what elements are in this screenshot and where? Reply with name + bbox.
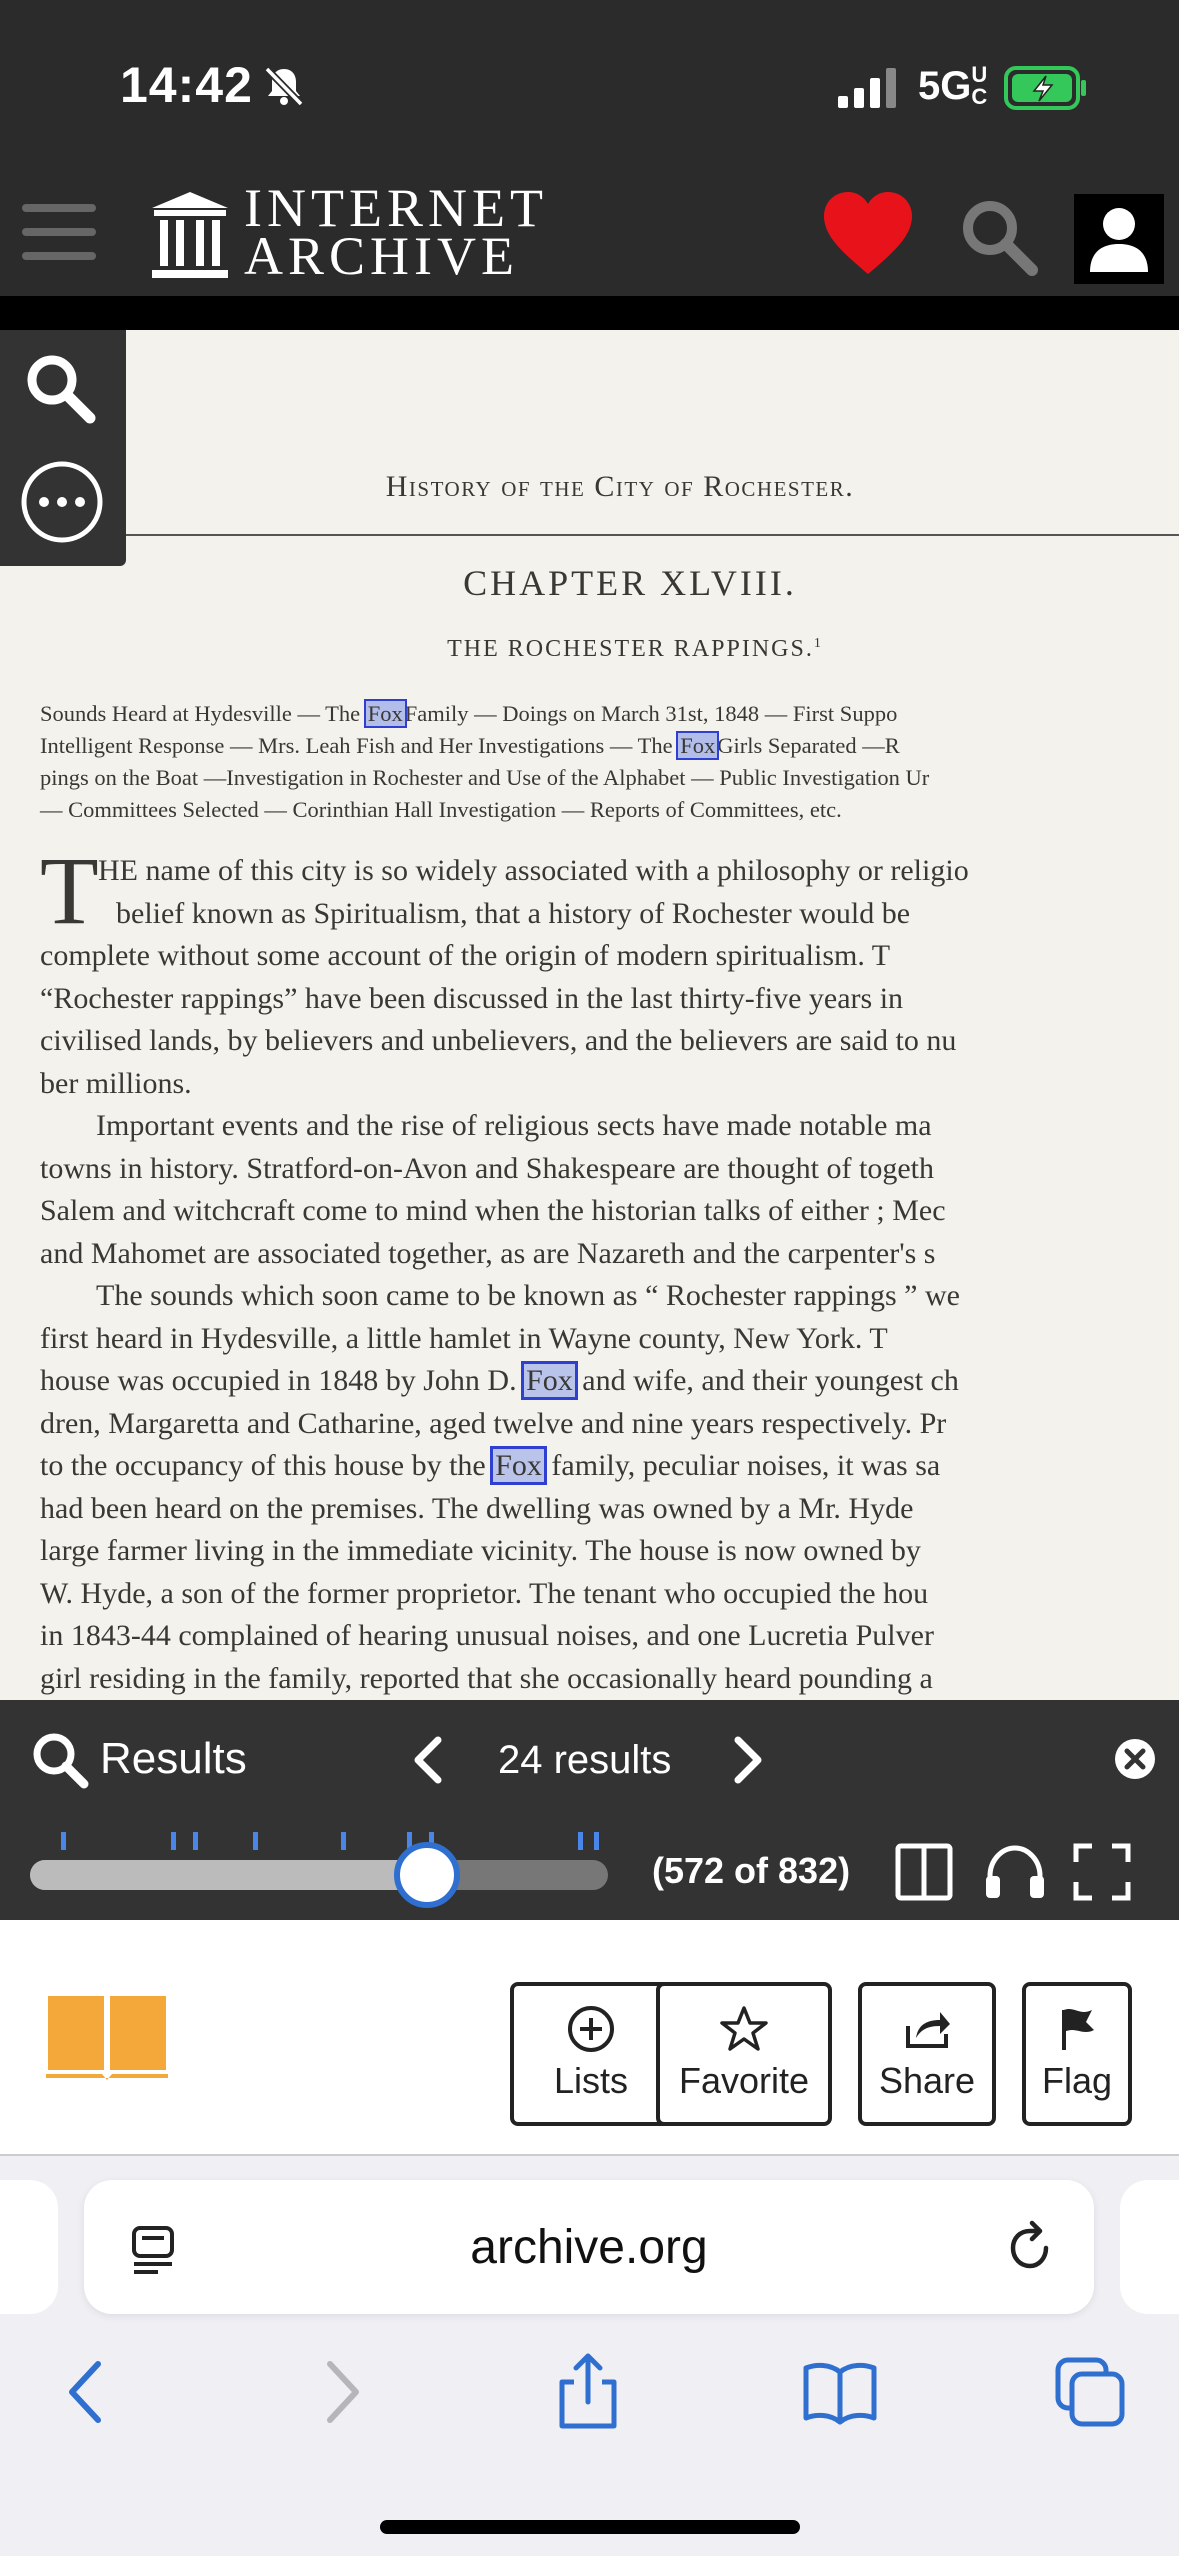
home-indicator xyxy=(380,2520,800,2534)
flag-label: Flag xyxy=(1041,2060,1113,2101)
search-hit[interactable]: Fox xyxy=(367,701,403,726)
header-divider xyxy=(0,296,1179,330)
network-type: 5GUC xyxy=(918,62,988,109)
results-label[interactable]: Results xyxy=(100,1734,247,1783)
lists-label: Lists xyxy=(553,2060,629,2101)
ia-logo-text[interactable] xyxy=(244,178,548,286)
user-icon[interactable] xyxy=(1074,194,1164,284)
address-bar[interactable] xyxy=(84,2180,1094,2314)
results-count: 24 results xyxy=(498,1738,672,1782)
logo-line-2: ARCHIVE xyxy=(244,226,519,286)
share-button[interactable] xyxy=(858,1982,996,2126)
search-hit[interactable]: Fox xyxy=(495,1449,542,1482)
chevron-left-icon[interactable] xyxy=(406,1732,450,1788)
more-icon[interactable] xyxy=(20,460,104,544)
chapter-synopsis: Sounds Heard at Hydesville — The FoxFamily — Doings on March 31st, 1848 — First Suppo Intelligent Response — Mrs. Leah Fish and Her Investigations — The FoxGirls Separated —R pings on the Boat —Investigation in Rochester and Use of the Alphabet — Public Investigation Ur — Committees Selected — Corinthian Hall Investigation — Reports of Committees, etc. xyxy=(40,701,930,822)
result-mark[interactable] xyxy=(193,1832,198,1850)
lists-button[interactable] xyxy=(510,1982,672,2126)
fullscreen-icon[interactable] xyxy=(1072,1842,1132,1902)
chevron-right-icon[interactable] xyxy=(726,1732,770,1788)
close-icon[interactable] xyxy=(1114,1738,1156,1780)
star-icon xyxy=(719,2004,769,2054)
status-time: 14:42 xyxy=(120,57,253,113)
favorite-label: Favorite xyxy=(678,2060,810,2101)
search-results-bar xyxy=(0,1700,1179,1820)
result-mark[interactable] xyxy=(578,1832,583,1850)
result-mark[interactable] xyxy=(253,1832,258,1850)
page-slider-bar xyxy=(0,1820,1179,1920)
search-icon[interactable] xyxy=(20,348,100,428)
header-rule xyxy=(0,534,1179,536)
forward-icon[interactable] xyxy=(300,2352,380,2432)
result-mark[interactable] xyxy=(594,1832,599,1850)
flag-icon xyxy=(1052,2004,1102,2054)
chapter-heading: CHAPTER XLVIII. xyxy=(463,563,797,603)
item-actions xyxy=(0,1920,1179,2156)
search-hit[interactable]: Fox xyxy=(526,1364,573,1397)
browser-toolbar xyxy=(0,2156,1179,2556)
bookmarks-icon[interactable] xyxy=(800,2352,880,2432)
page-slider-track[interactable] xyxy=(30,1860,608,1890)
heart-icon[interactable] xyxy=(822,190,914,276)
status-bar xyxy=(0,0,1179,160)
url-text[interactable]: archive.org xyxy=(470,2221,708,2274)
book-page[interactable] xyxy=(0,330,1179,1700)
menu-icon[interactable] xyxy=(22,204,96,260)
next-tab[interactable] xyxy=(1120,2180,1179,2314)
tabs-icon[interactable] xyxy=(1050,2352,1130,2432)
ia-logo-icon[interactable] xyxy=(150,190,230,280)
drop-cap: T xyxy=(40,837,99,944)
bell-slash-icon xyxy=(262,64,306,108)
result-mark[interactable] xyxy=(341,1832,346,1850)
headphones-icon[interactable] xyxy=(982,1842,1048,1902)
page-slider-fill xyxy=(30,1860,427,1890)
body-text: HE name of this city is so widely associated with a philosophy or religio belief known as Spiritualism, that a history of Rochester would be complete without some account of the origin of modern spiritualism. T “Rochester rappings” have been discussed in the last thirty-five years in civilised lands, by believers and unbelievers, and the believers are said to nu ber millions. Important events and the rise of religious sects have made notable ma towns in history. Stratford-on-Avon and Shakespeare are thought of togeth Salem and witchcraft come to mind when the historian talks of either ; Mec and Mahomet are associated together, as are Nazareth and the carpenter's s The sounds which soon came to be known as “ Rochester rappings ” we first heard in Hydesville, a little hamlet in Wayne county, New York. T house was occupied in 1848 by John D. Fox and wife, and their youngest ch dren, Margaretta and Catharine, aged twelve and nine years respectively. Pr to the occupancy of this house by the Fox family, peculiar noises, it was sa had been heard on the premises. The dwelling was owned by a Mr. Hyde large farmer living in the immediate vicinity. The house is now owned by W. Hyde, a son of the former proprietor. The tenant who occupied the hou in 1843-44 complained of hearing unusual noises, and one Lucretia Pulver girl residing in the family, reported that she occasionally heard pounding a xyxy=(40,854,969,1695)
search-icon[interactable] xyxy=(956,194,1040,278)
result-mark[interactable] xyxy=(61,1832,66,1850)
previous-tab[interactable] xyxy=(0,2180,58,2314)
search-icon[interactable] xyxy=(28,1728,90,1790)
page-slider-thumb[interactable] xyxy=(394,1842,460,1908)
share-icon xyxy=(902,2004,952,2054)
share-label: Share xyxy=(878,2060,976,2101)
battery-icon xyxy=(1004,64,1088,112)
share-icon[interactable] xyxy=(548,2352,628,2432)
chapter-subtitle: THE ROCHESTER RAPPINGS.$^1$ xyxy=(447,636,823,662)
ia-header xyxy=(0,160,1179,296)
flag-button[interactable] xyxy=(1022,1982,1132,2126)
running-head: History of the City of Rochester. xyxy=(385,470,855,503)
browser-nav-row xyxy=(0,2352,1179,2442)
signal-icon xyxy=(838,68,900,108)
page-counter: (572 of 832) xyxy=(652,1850,851,1891)
back-icon[interactable] xyxy=(48,2352,128,2432)
reload-icon[interactable] xyxy=(1002,2220,1058,2276)
favorite-button[interactable] xyxy=(656,1982,832,2126)
two-page-icon[interactable] xyxy=(894,1842,954,1902)
side-toolbar xyxy=(0,330,126,566)
result-mark[interactable] xyxy=(171,1832,176,1850)
plus-circle-icon xyxy=(566,2004,616,2054)
logo-line-1: INTERNET xyxy=(244,178,548,238)
book-icon[interactable] xyxy=(44,1988,170,2084)
search-hit[interactable]: Fox xyxy=(680,733,716,758)
